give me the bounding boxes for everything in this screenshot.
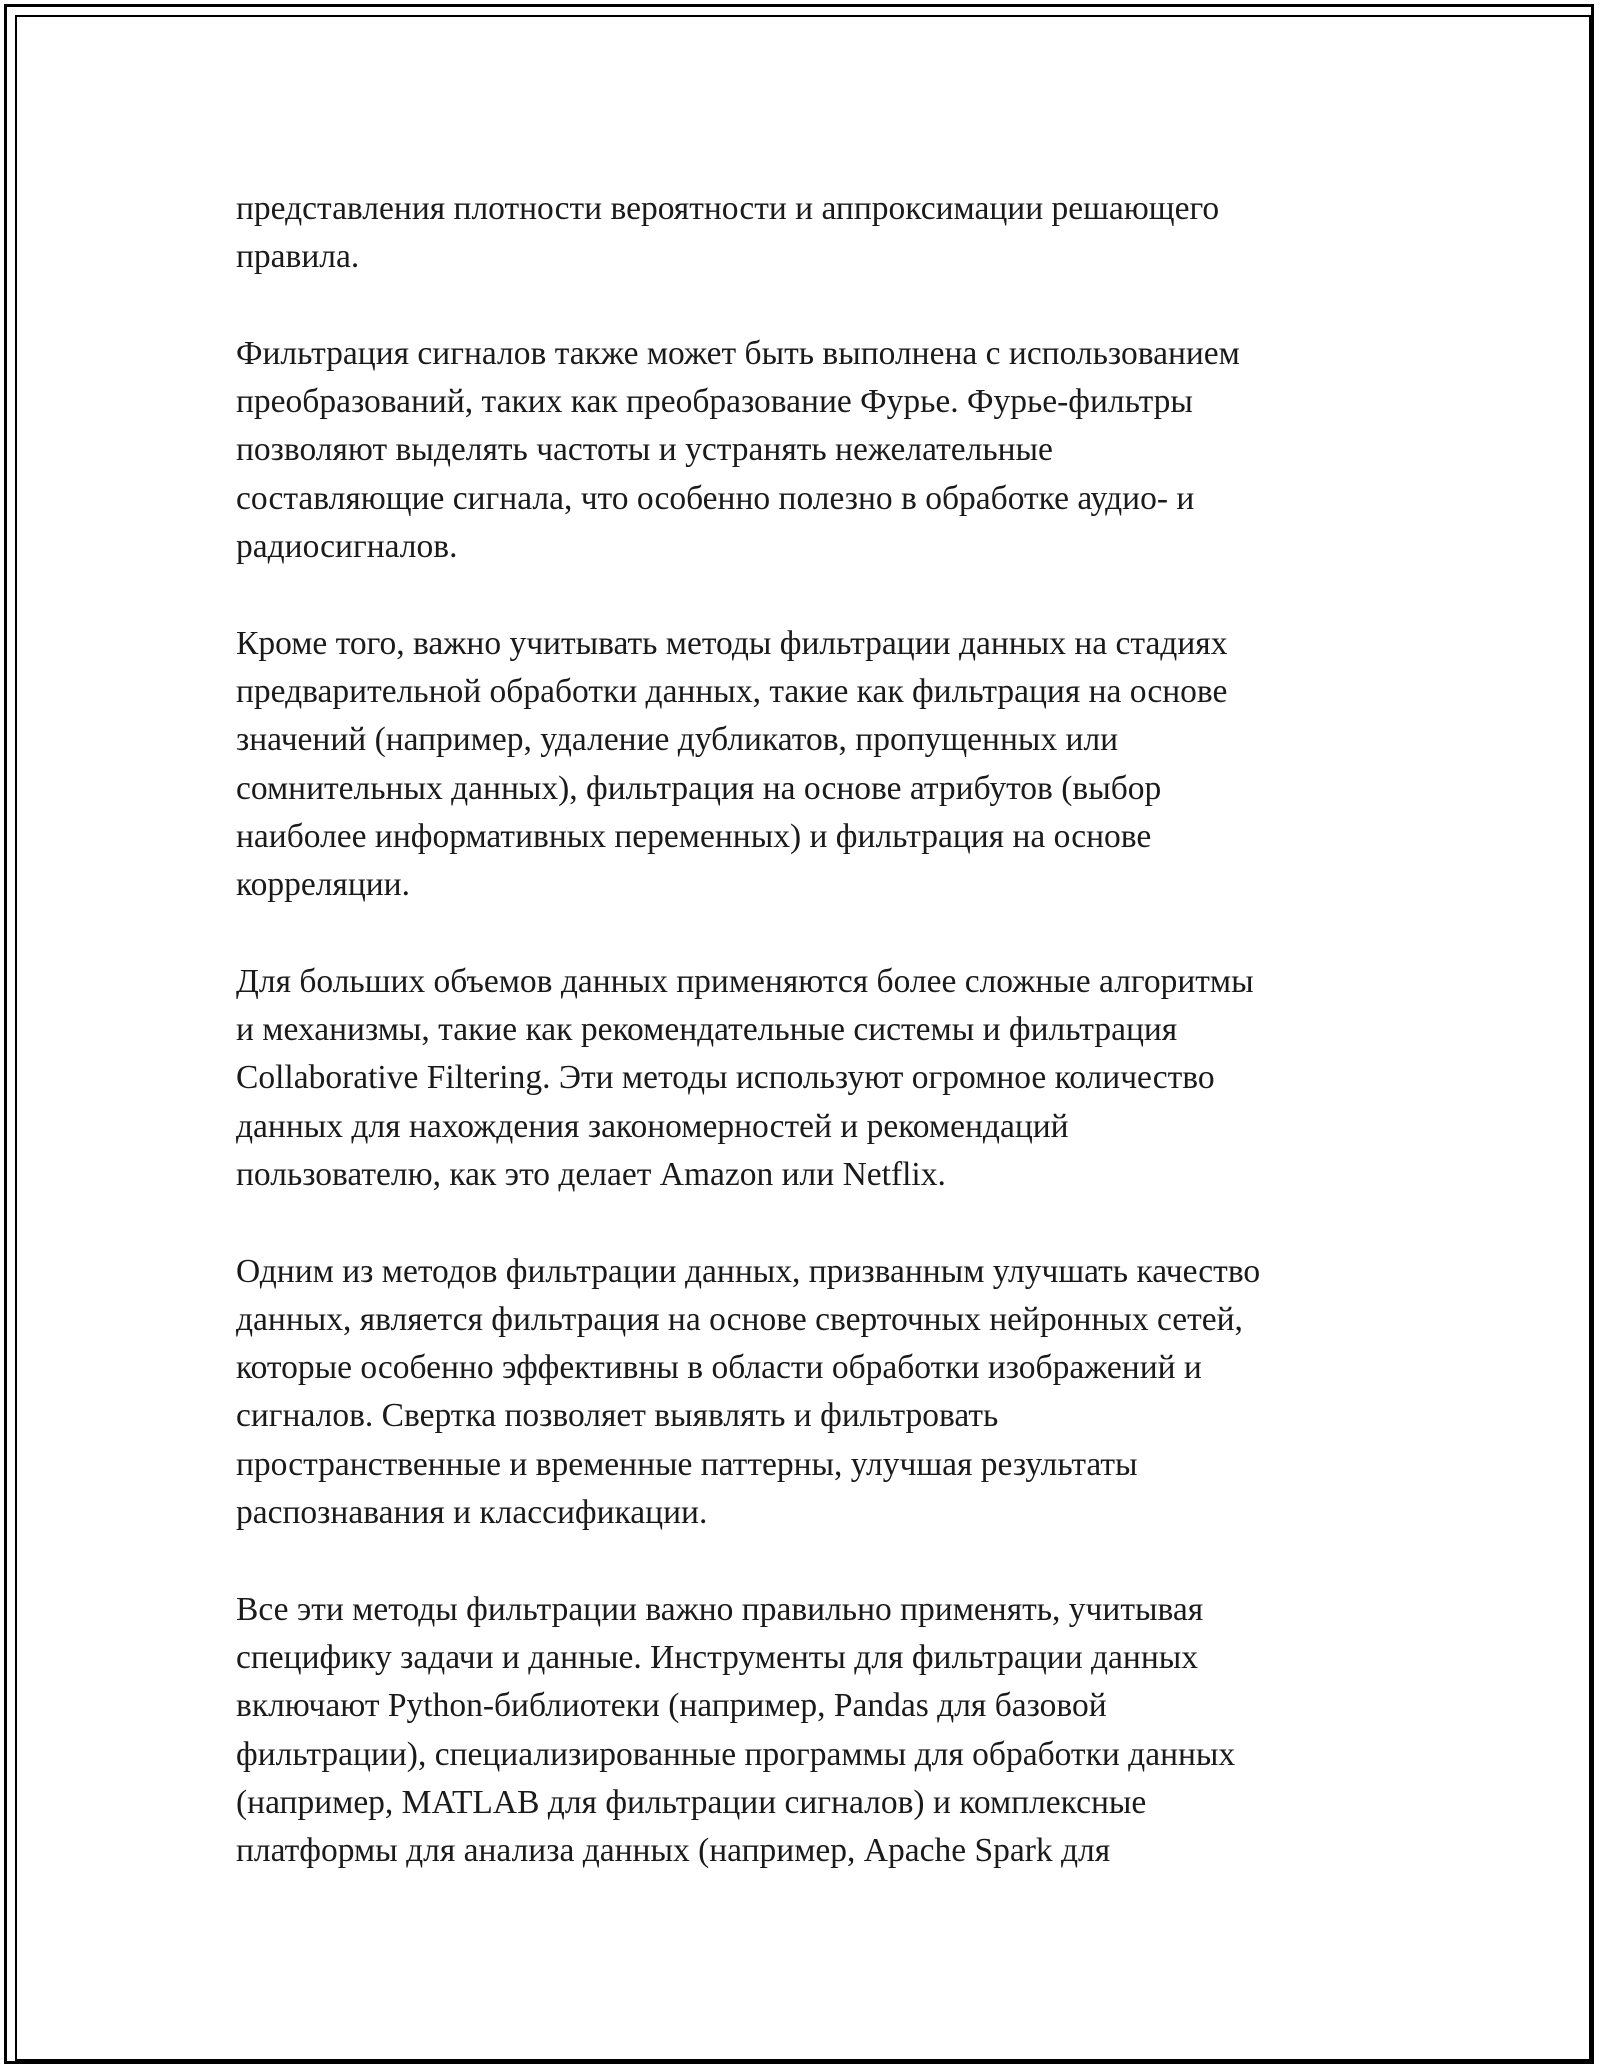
text-line: составляющие сигнала, что особенно полезно в обработке аудио- и: [236, 479, 1195, 517]
paragraph-5: [236, 1248, 1386, 1538]
text-line: распознавания и классификации.: [236, 1494, 708, 1532]
text-line: правила.: [236, 238, 360, 276]
text-line: Все эти методы фильтрации важно правильно применять, учитывая: [236, 1590, 1204, 1628]
paragraph-4: [236, 958, 1386, 1199]
text-line: специфику задачи и данные. Инструменты для фильтрации данных: [236, 1638, 1199, 1676]
text-line: сигналов. Свертка позволяет выявлять и фильтровать: [236, 1397, 999, 1435]
text-line: представления плотности вероятности и аппроксимации решающего: [236, 190, 1220, 227]
text-line: радиосигналов.: [236, 528, 458, 566]
text-line: Кроме того, важно учитывать методы фильтрации данных на стадиях: [236, 624, 1228, 662]
text-line: наиболее информативных переменных) и фильтрация на основе: [236, 817, 1152, 855]
text-line: Collaborative Filtering. Эти методы используют огромное количество: [236, 1059, 1215, 1097]
paragraph-1: [236, 185, 1386, 282]
text-line: (например, MATLAB для фильтрации сигналов) и комплексные: [236, 1783, 1147, 1821]
text-line: пространственные и временные паттерны, улучшая результаты: [236, 1445, 1138, 1483]
document-body: [236, 185, 1386, 1924]
text-line: данных, является фильтрация на основе сверточных нейронных сетей,: [236, 1300, 1243, 1338]
text-line: позволяют выделять частоты и устранять нежелательные: [236, 431, 1053, 469]
text-line: сомнительных данных), фильтрация на основе атрибутов (выбор: [236, 769, 1162, 807]
text-line: включают Python-библиотеки (например, Pandas для базовой: [236, 1687, 1107, 1725]
paragraph-6: [236, 1586, 1386, 1876]
text-line: платформы для анализа данных (например, Apache Spark для: [236, 1832, 1111, 1870]
text-line: значений (например, удаление дубликатов, пропущенных или: [236, 721, 1119, 759]
text-line: предварительной обработки данных, такие как фильтрация на основе: [236, 672, 1228, 710]
text-line: Одним из методов фильтрации данных, призванным улучшать качество: [236, 1252, 1261, 1290]
text-line: пользователю, как это делает Amazon или Netflix.: [236, 1155, 946, 1193]
text-line: корреляции.: [236, 866, 410, 904]
paragraph-2: [236, 330, 1386, 571]
text-line: фильтрации), специализированные программы для обработки данных: [236, 1735, 1236, 1773]
paragraph-3: [236, 620, 1386, 910]
text-line: Фильтрация сигналов также может быть выполнена с использованием: [236, 334, 1240, 372]
text-line: данных для нахождения закономерностей и рекомендаций: [236, 1107, 1069, 1145]
text-line: которые особенно эффективны в области обработки изображений и: [236, 1349, 1202, 1387]
text-line: Для больших объемов данных применяются более сложные алгоритмы: [236, 962, 1254, 1000]
text-line: и механизмы, такие как рекомендательные системы и фильтрация: [236, 1011, 1178, 1049]
text-line: преобразований, таких как преобразование Фурье. Фурье-фильтры: [236, 383, 1193, 421]
